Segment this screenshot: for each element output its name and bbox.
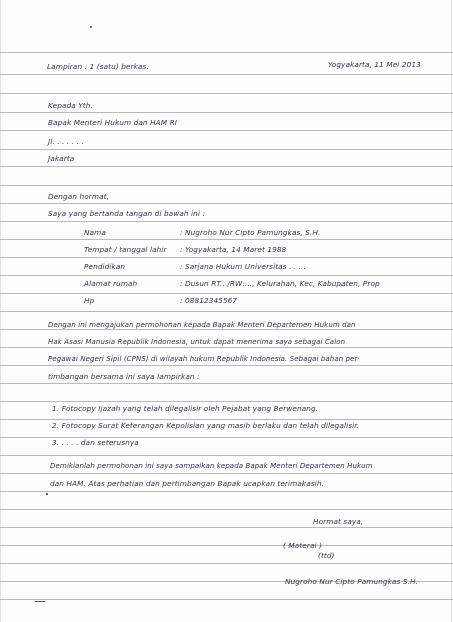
identity-label: Nama [84, 228, 106, 237]
ruled-line [0, 455, 453, 456]
identity-label: Hp [84, 296, 95, 305]
place-date: Yogyakarta, 11 Mei 2013 [328, 60, 421, 69]
recipient-line-4: Jakarta [48, 154, 75, 163]
ruled-line [0, 599, 453, 600]
ruled-line [0, 203, 453, 204]
body-line: Hak Asasi Manusia Republik Indonesia, untuk dapat menerima saya sebagai Calon [48, 338, 346, 346]
ruled-line [0, 275, 453, 276]
ruled-line [0, 221, 453, 222]
stamp-placeholder: ( Materai ) [283, 541, 323, 550]
identity-value: : Yogyakarta, 14 Maret 1988 [180, 245, 287, 254]
ruled-line [0, 563, 453, 564]
attachment-item: 1. Fotocopy Ijazah yang telah dilegalisir oleh Pejabat yang Berwenang. [52, 404, 319, 413]
attachment-item: 2. Fotocopy Surat Keterangan Kepolisian yang masih berlaku dan telah dilegalisir. [52, 421, 360, 430]
body-line: Pegawai Negeri Sipil (CPNS) di wilayah hukum Republik Indonesia. Sebagai bahan per- [48, 355, 360, 363]
ruled-line [0, 185, 453, 186]
ruled-line [0, 93, 453, 94]
ruled-line [0, 383, 453, 384]
ruled-line [0, 509, 453, 510]
identity-value: : 08812345567 [180, 296, 238, 305]
body-line: Dengan ini mengajukan permohonan kepada Bapak Menteri Departemen Hukum dan [48, 321, 356, 329]
ruled-line [0, 166, 453, 167]
recipient-line-2: Bapak Menteri Hukum dan HAM RI [48, 118, 177, 127]
ruled-line [0, 347, 453, 348]
ruled-line [0, 149, 453, 150]
ruled-line [0, 112, 453, 113]
ruled-line [0, 419, 453, 420]
ruled-line [0, 130, 453, 131]
intro-line: Saya yang bertanda tangan di bawah ini : [48, 209, 206, 218]
ruled-line [0, 473, 453, 474]
ruled-line [0, 491, 453, 492]
identity-value: : Nugroho Nur Cipto Pamungkas, S.H. [180, 228, 321, 237]
recipient-line-3: Jl. . . . . . . [48, 137, 84, 146]
ruled-line [0, 527, 453, 528]
identity-label: Alamat rumah [84, 279, 138, 288]
stray-dot [46, 493, 48, 495]
closing-line: dan HAM. Atas perhatian dan pertimbangan Bapak ucapkan terimakasih. [50, 479, 325, 488]
ruled-line [0, 74, 453, 75]
recipient-line-1: Kepada Yth. [48, 101, 93, 110]
ruled-line [0, 365, 453, 366]
attachment-item: 3. . . . . dan seterusnya [52, 438, 139, 447]
stray-dot [90, 26, 92, 28]
ruled-line [0, 401, 453, 402]
identity-value: : Dusun RT.. /RW:..., Kelurahan, Kec, Kabupaten, Prop [180, 279, 380, 288]
attachment-line: Lampiran : 1 (satu) berkas. [47, 62, 149, 71]
ruled-line [0, 545, 453, 546]
ruled-line [0, 257, 453, 258]
salutation: Dengan hormat, [48, 192, 110, 201]
ruled-line [0, 239, 453, 240]
identity-value: : Sarjana Hukum Universitas . . . . [180, 262, 307, 271]
ruled-line [0, 52, 453, 53]
identity-label: Tempat / tanggal lahir [84, 245, 167, 254]
identity-label: Pendidikan [84, 262, 126, 271]
signer-name: Nugroho Nur Cipto Pamungkas S.H. [285, 577, 419, 586]
regards: Hormat saya, [313, 517, 364, 526]
body-line: timbangan bersama ini saya lampirkan : [48, 372, 200, 381]
signature-placeholder: (ttd) [318, 551, 335, 560]
ruled-line [0, 311, 453, 312]
ruled-line [0, 293, 453, 294]
closing-line: Demikianlah permohonan ini saya sampaikan kepada Bapak Menteri Departemen Hukum [50, 462, 373, 470]
stray-dash [35, 601, 45, 602]
